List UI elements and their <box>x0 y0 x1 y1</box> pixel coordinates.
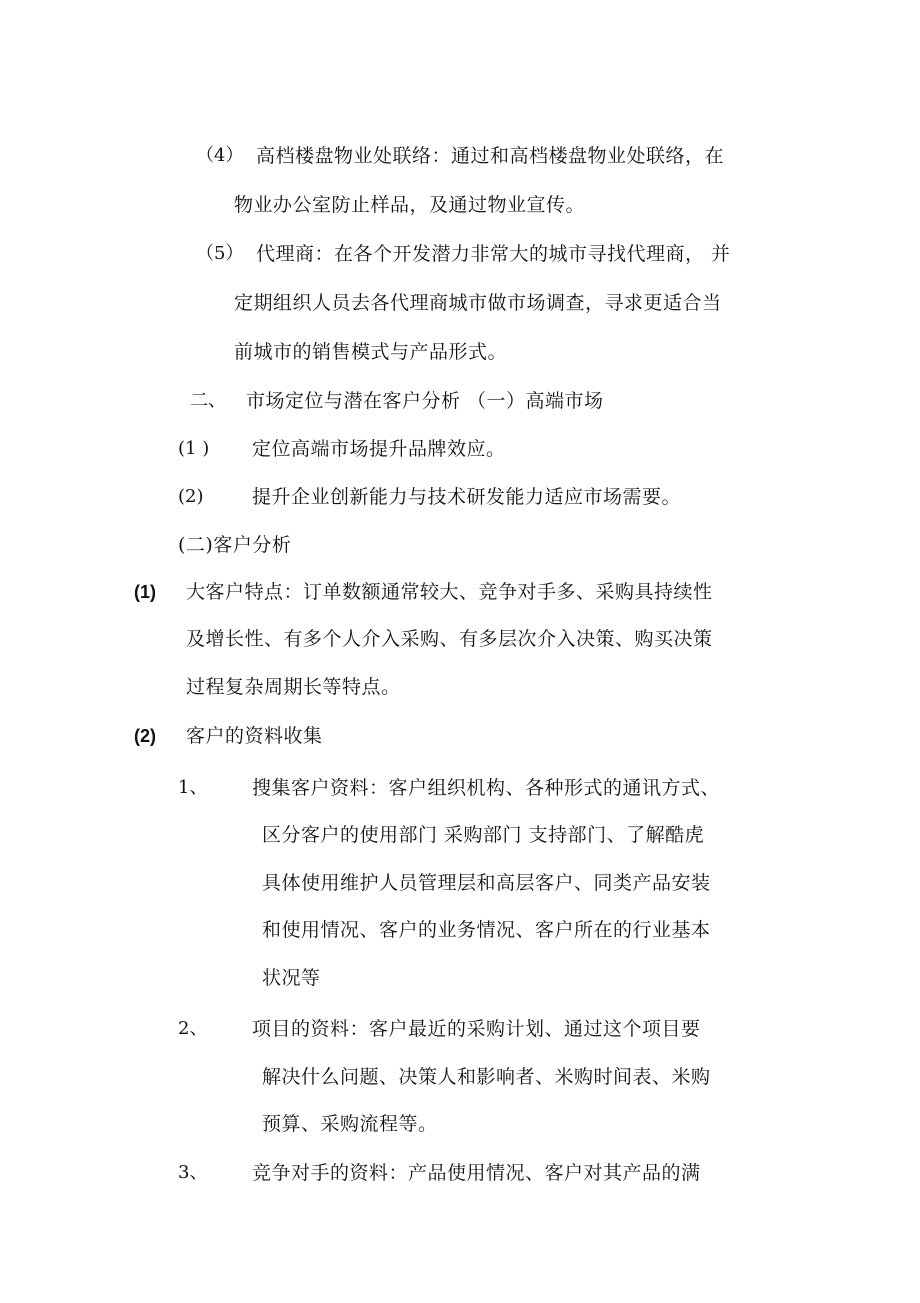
item-line: 代理商：在各个开发潜力非常大的城市寻找代理商， 并 <box>256 243 731 265</box>
numbered-line: 解决什么问题、决策人和影响者、米购时间表、米购 <box>262 1066 711 1088</box>
item-number: （4） <box>196 145 244 166</box>
item-line: 定期组织人员去各代理商城市做市场调查，寻求更适合当 <box>234 292 722 314</box>
numbered-index: 3、 <box>178 1162 208 1183</box>
numbered-line: 项目的资料：客户最近的采购计划、通过这个项目要 <box>252 1018 701 1040</box>
numbered-line: 具体使用维护人员管理层和高层客户、同类产品安装 <box>262 872 711 894</box>
section-number: 二、 <box>190 390 226 411</box>
point-number: (2) <box>134 726 156 746</box>
sub-number: (2) <box>178 486 204 507</box>
numbered-line: 状况等 <box>262 967 321 989</box>
item-line: 物业办公室防止样品，及通过物业宣传。 <box>234 194 586 216</box>
numbered-line: 预算、采购流程等。 <box>262 1113 438 1135</box>
item-number: （5） <box>196 243 244 264</box>
point-line: 大客户特点：订单数额通常较大、竞争对手多、采购具持续性 <box>186 581 713 603</box>
numbered-line: 和使用情况、客户的业务情况、客户所在的行业基本 <box>262 919 711 941</box>
numbered-line: 竞争对手的资料：产品使用情况、客户对其产品的满 <box>252 1162 701 1184</box>
item-line: 前城市的销售模式与产品形式。 <box>234 341 508 363</box>
item-line: 高档楼盘物业处联络：通过和高档楼盘物业处联络，在 <box>256 145 725 167</box>
sub-number: (1 ) <box>178 438 210 459</box>
numbered-index: 2、 <box>178 1018 208 1039</box>
numbered-line: 搜集客户资料：客户组织机构、各种形式的通讯方式、 <box>252 777 721 799</box>
numbered-index: 1、 <box>178 777 208 798</box>
sub-line: 提升企业创新能力与技术研发能力适应市场需要。 <box>252 486 682 508</box>
point-line: 过程复杂周期长等特点。 <box>186 676 401 698</box>
section-heading: 市场定位与潜在客户分析 （一）高端市场 <box>246 390 604 412</box>
point-line: 客户的资料收集 <box>186 725 323 747</box>
point-number: (1) <box>134 582 156 602</box>
sub-heading: (二)客户分析 <box>178 534 292 556</box>
numbered-line: 区分客户的使用部门 采购部门 支持部门、了解酷虎 <box>262 824 705 846</box>
point-line: 及增长性、有多个人介入采购、有多层次介入决策、购买决策 <box>186 628 713 650</box>
sub-line: 定位高端市场提升品牌效应。 <box>252 438 506 460</box>
